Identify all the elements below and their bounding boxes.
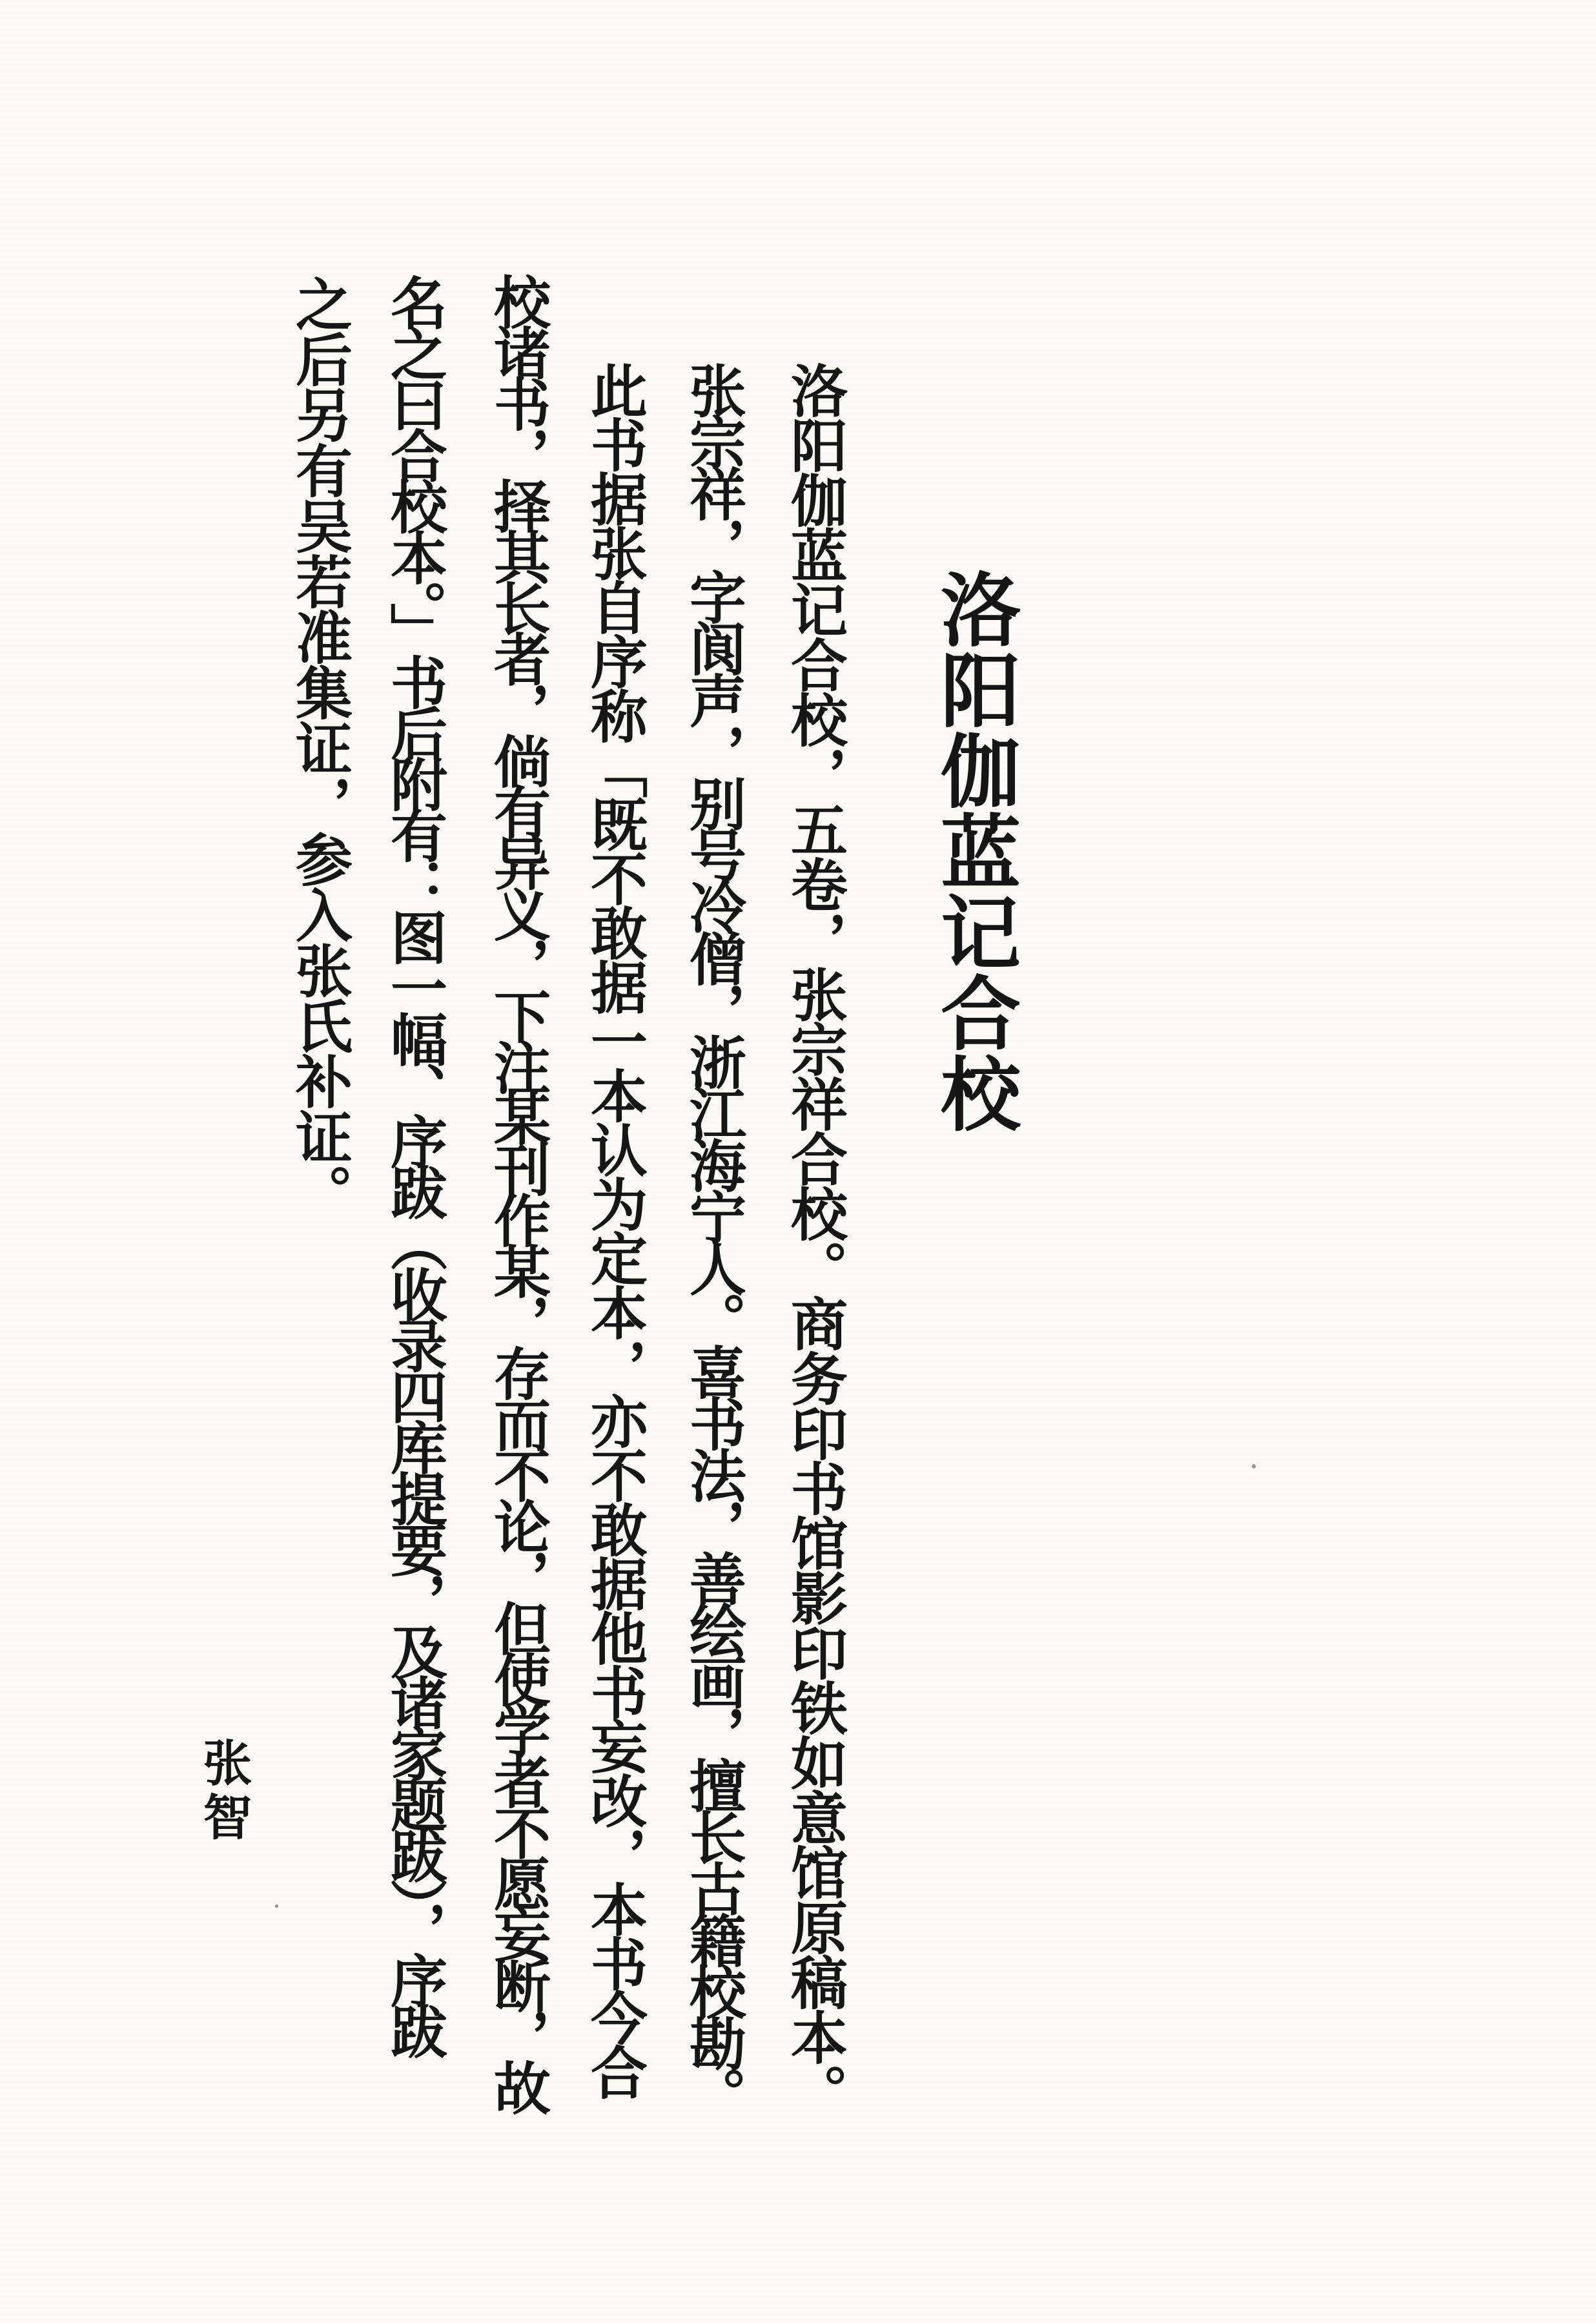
scan-speck	[1252, 1464, 1256, 1469]
paragraph-3-line-2: 校诸书，择其长者，倘有异义，下注某刊作某，存而不论，但使学者不愿妄断，故	[486, 273, 548, 2110]
scan-speck	[275, 1905, 278, 1908]
book-title: 洛阳伽蓝记合校	[929, 568, 1018, 1133]
annotator-signature: 张智	[196, 1737, 250, 1846]
paragraph-2-author-biography: 张宗祥，字阆声，别号冷僧，浙江海宁人。喜书法，善绘画，擅长古籍校勘。	[681, 362, 744, 2118]
paragraph-3-line-1: 此书据张自序称「既不敢据一本认为定本，亦不敢据他书妄改，本书今合	[582, 362, 645, 2098]
paragraph-3-line-3: 名之曰合校本。」书后附有：图一幅、序跋（收录四库提要，及诸家题跋），序跋	[382, 274, 445, 2054]
paragraph-3-line-4: 之后另有吴若准集证，参入张氏补证。	[287, 275, 350, 1219]
paragraph-1-bibliographic-entry: 洛阳伽蓝记合校，五卷，张宗祥合校。商务印书馆影印铁如意馆原稿本。	[783, 362, 845, 2118]
